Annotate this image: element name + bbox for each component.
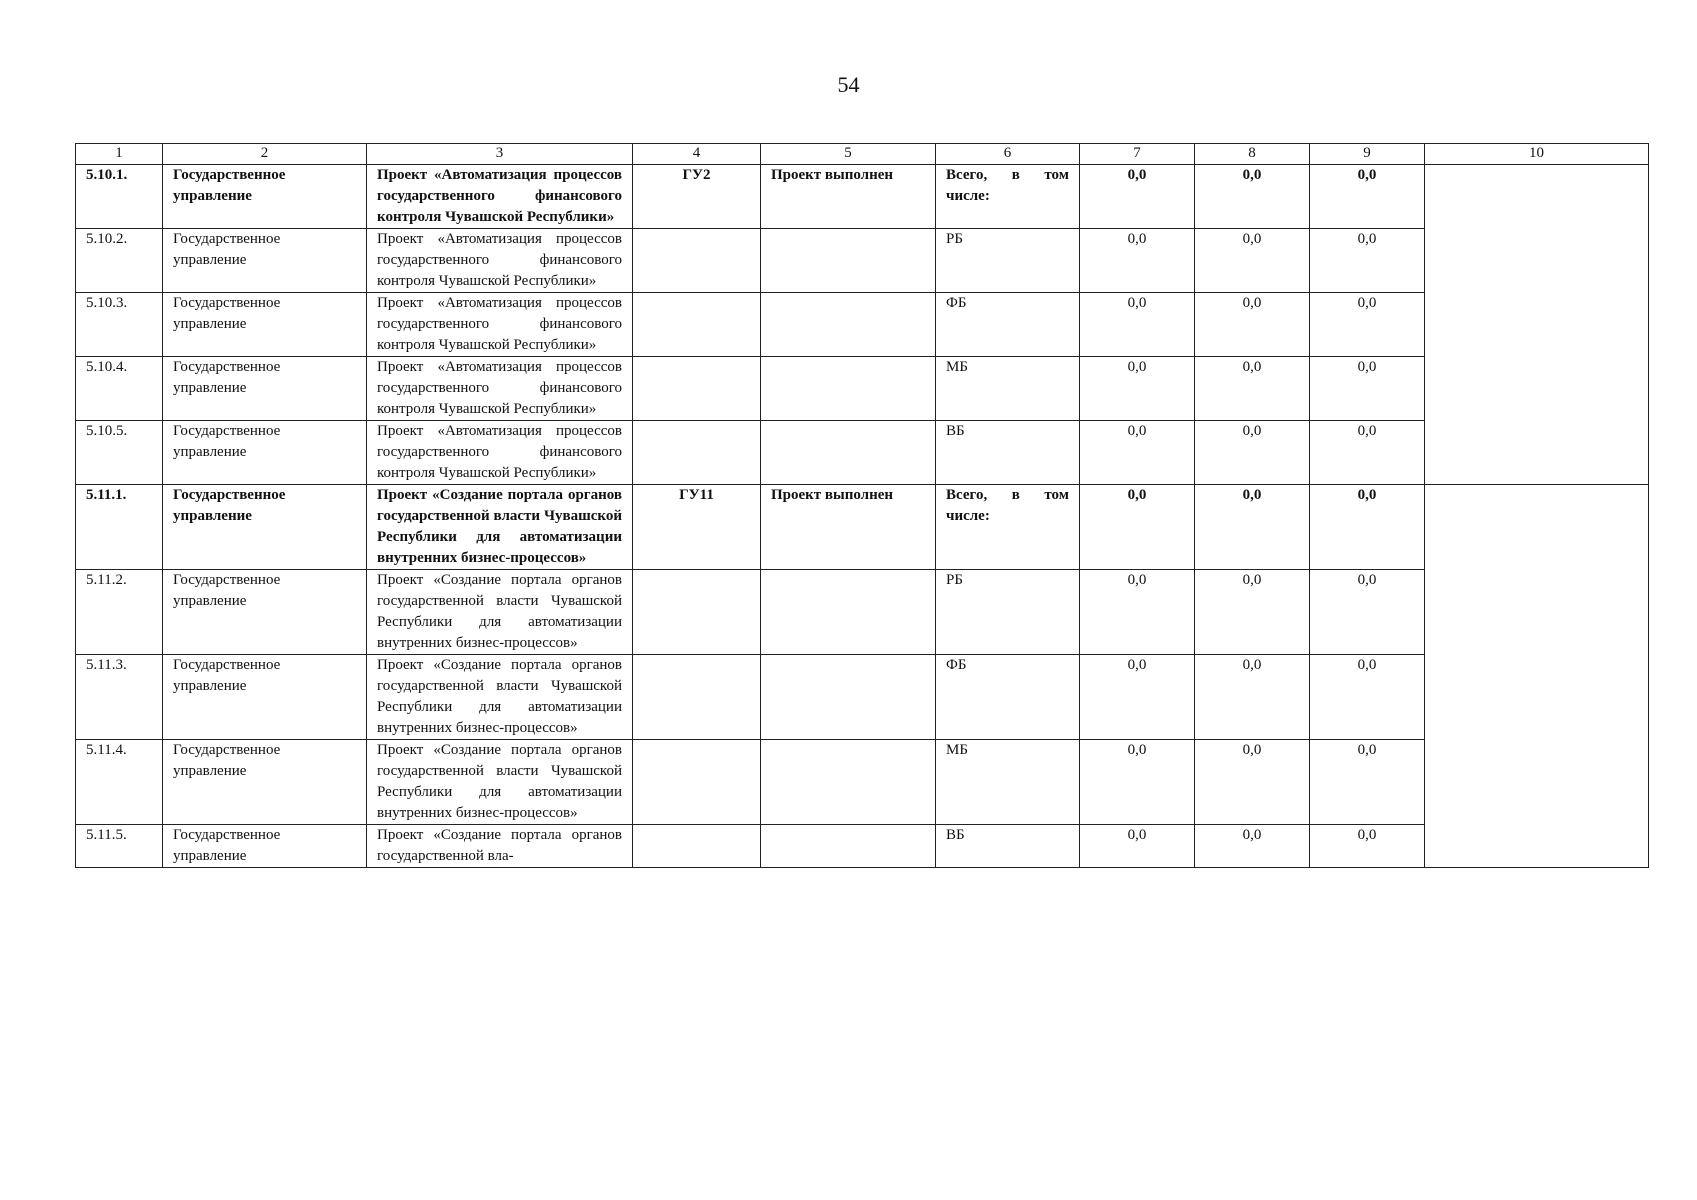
status-cell (761, 293, 936, 357)
code-cell: ГУ11 (633, 485, 761, 570)
value-col7-cell: 0,0 (1080, 485, 1195, 570)
area-cell: Государственное управление (163, 229, 367, 293)
funding-source-cell: ВБ (936, 421, 1080, 485)
status-cell (761, 570, 936, 655)
value-col8-cell: 0,0 (1195, 229, 1310, 293)
value-col8-cell: 0,0 (1195, 421, 1310, 485)
area-cell: Государственное управление (163, 485, 367, 570)
area-cell: Государственное управление (163, 165, 367, 229)
column-10-cell (1425, 655, 1649, 740)
table-row (76, 485, 1649, 570)
value-col9-cell: 0,0 (1310, 655, 1425, 740)
row-number: 5.10.4. (76, 357, 163, 421)
funding-source-cell: Всего, в том числе: (936, 165, 1080, 229)
value-col9-cell: 0,0 (1310, 165, 1425, 229)
row-number: 5.11.2. (76, 570, 163, 655)
area-cell: Государственное управление (163, 570, 367, 655)
area-cell: Государственное управление (163, 293, 367, 357)
column-header-10: 10 (1425, 144, 1649, 165)
project-cell: Проект «Автоматизация процессов государственного финансового контроля Чувашской Республики» (367, 421, 633, 485)
table-header-row (76, 144, 1649, 165)
table-row (76, 229, 1649, 293)
column-10-cell (1425, 165, 1649, 229)
value-col9-cell: 0,0 (1310, 229, 1425, 293)
funding-source-cell: РБ (936, 570, 1080, 655)
status-cell: Проект выполнен (761, 485, 936, 570)
status-cell (761, 229, 936, 293)
page-number: 54 (837, 72, 860, 97)
value-col9-cell: 0,0 (1310, 421, 1425, 485)
project-cell: Проект «Автоматизация процессов государственного финансового контроля Чувашской Республики» (367, 357, 633, 421)
column-header-7: 7 (1080, 144, 1195, 165)
funding-source-cell: МБ (936, 740, 1080, 825)
status-cell (761, 825, 936, 868)
status-cell (761, 357, 936, 421)
code-cell: ГУ2 (633, 165, 761, 229)
column-10-cell (1425, 825, 1649, 868)
code-cell (633, 740, 761, 825)
column-header-8: 8 (1195, 144, 1310, 165)
column-10-cell (1425, 485, 1649, 570)
status-cell (761, 740, 936, 825)
table-row (76, 570, 1649, 655)
funding-source-cell: ФБ (936, 293, 1080, 357)
value-col9-cell: 0,0 (1310, 485, 1425, 570)
funding-source-cell: Всего, в том числе: (936, 485, 1080, 570)
status-cell (761, 421, 936, 485)
value-col8-cell: 0,0 (1195, 357, 1310, 421)
funding-source-cell: МБ (936, 357, 1080, 421)
table-row (76, 655, 1649, 740)
area-cell: Государственное управление (163, 740, 367, 825)
value-col7-cell: 0,0 (1080, 293, 1195, 357)
row-number: 5.11.5. (76, 825, 163, 868)
column-10-cell (1425, 357, 1649, 421)
code-cell (633, 421, 761, 485)
area-cell: Государственное управление (163, 655, 367, 740)
row-number: 5.10.2. (76, 229, 163, 293)
budget-table (75, 143, 1649, 868)
column-10-cell (1425, 740, 1649, 825)
value-col9-cell: 0,0 (1310, 825, 1425, 868)
value-col7-cell: 0,0 (1080, 357, 1195, 421)
project-cell: Проект «Создание портала органов государственной власти Чувашской Республики для автоматизации внутренних бизнес-процессов» (367, 655, 633, 740)
area-cell: Государственное управление (163, 357, 367, 421)
value-col8-cell: 0,0 (1195, 485, 1310, 570)
column-header-9: 9 (1310, 144, 1425, 165)
column-10-cell (1425, 293, 1649, 357)
table-row (76, 293, 1649, 357)
value-col8-cell: 0,0 (1195, 165, 1310, 229)
value-col7-cell: 0,0 (1080, 165, 1195, 229)
row-number: 5.11.1. (76, 485, 163, 570)
project-cell: Проект «Автоматизация процессов государственного финансового контроля Чувашской Республики» (367, 229, 633, 293)
status-cell (761, 655, 936, 740)
row-number: 5.11.4. (76, 740, 163, 825)
area-cell: Государственное управление (163, 825, 367, 868)
column-header-4: 4 (633, 144, 761, 165)
funding-source-cell: РБ (936, 229, 1080, 293)
area-cell: Государственное управление (163, 421, 367, 485)
column-header-5: 5 (761, 144, 936, 165)
column-header-3: 3 (367, 144, 633, 165)
column-header-2: 2 (163, 144, 367, 165)
column-10-cell (1425, 570, 1649, 655)
project-cell: Проект «Автоматизация процессов государственного финансового контроля Чувашской Республики» (367, 165, 633, 229)
code-cell (633, 229, 761, 293)
row-number: 5.10.1. (76, 165, 163, 229)
project-cell: Проект «Автоматизация процессов государственного финансового контроля Чувашской Республики» (367, 293, 633, 357)
value-col9-cell: 0,0 (1310, 357, 1425, 421)
code-cell (633, 293, 761, 357)
value-col7-cell: 0,0 (1080, 655, 1195, 740)
value-col8-cell: 0,0 (1195, 825, 1310, 868)
value-col7-cell: 0,0 (1080, 570, 1195, 655)
table-row (76, 421, 1649, 485)
code-cell (633, 825, 761, 868)
project-cell: Проект «Создание портала органов государственной власти Чувашской Республики для автоматизации внутренних бизнес-процессов» (367, 740, 633, 825)
column-header-6: 6 (936, 144, 1080, 165)
value-col7-cell: 0,0 (1080, 740, 1195, 825)
table-row (76, 357, 1649, 421)
table-body (76, 165, 1649, 868)
code-cell (633, 570, 761, 655)
project-cell: Проект «Создание портала органов государственной власти Чувашской Республики для автоматизации внутренних бизнес-процессов» (367, 570, 633, 655)
row-number: 5.11.3. (76, 655, 163, 740)
value-col9-cell: 0,0 (1310, 293, 1425, 357)
value-col8-cell: 0,0 (1195, 740, 1310, 825)
code-cell (633, 357, 761, 421)
status-cell: Проект выполнен (761, 165, 936, 229)
value-col8-cell: 0,0 (1195, 293, 1310, 357)
code-cell (633, 655, 761, 740)
project-cell: Проект «Создание портала органов государственной вла- (367, 825, 633, 868)
column-10-cell (1425, 229, 1649, 293)
value-col7-cell: 0,0 (1080, 421, 1195, 485)
value-col8-cell: 0,0 (1195, 655, 1310, 740)
table-row (76, 825, 1649, 868)
value-col7-cell: 0,0 (1080, 229, 1195, 293)
value-col9-cell: 0,0 (1310, 570, 1425, 655)
value-col9-cell: 0,0 (1310, 740, 1425, 825)
project-cell: Проект «Создание портала органов государственной власти Чувашской Республики для автоматизации внутренних бизнес-процессов» (367, 485, 633, 570)
row-number: 5.10.5. (76, 421, 163, 485)
column-header-1: 1 (76, 144, 163, 165)
value-col7-cell: 0,0 (1080, 825, 1195, 868)
table-row (76, 165, 1649, 229)
table-row (76, 740, 1649, 825)
funding-source-cell: ФБ (936, 655, 1080, 740)
funding-source-cell: ВБ (936, 825, 1080, 868)
column-10-cell (1425, 421, 1649, 485)
row-number: 5.10.3. (76, 293, 163, 357)
value-col8-cell: 0,0 (1195, 570, 1310, 655)
